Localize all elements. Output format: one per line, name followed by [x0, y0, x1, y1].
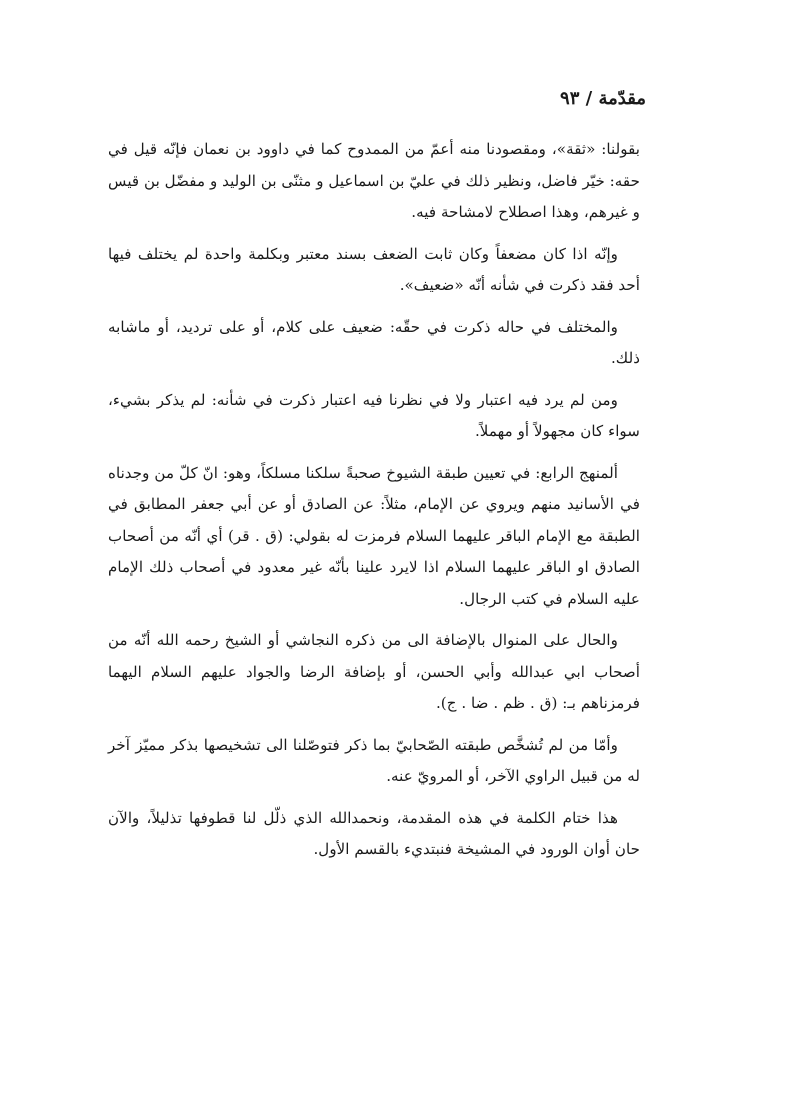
paragraph: ومن لم يرد فيه اعتبار ولا في نظرنا فيه اعتبار ذكرت في شأنه: لم يذكر بشيء، سواء كان مجهولاً أو مهملاً. — [108, 390, 640, 440]
paragraph: والمختلف في حاله ذكرت في حقّه: ضعيف على كلام، أو على ترديد، أو ماشابه ذلك. — [108, 317, 640, 367]
paragraph: بقولنا: «ثقة»، ومقصودنا منه أعمّ من الممدوح كما في داوود بن نعمان فإنّه قيل في حقه: خيّر فاضل، ونظير ذلك في عليّ بن اسماعيل و مثنّى بن الوليد و مفضّل بن قيس و غيرهم، وهذا اصطلاح لامشاحة فيه. — [107, 140, 640, 221]
page-body — [108, 134, 640, 876]
paragraph: وإنّه اذا كان مضعفاً وكان ثابت الضعف بسند معتبر وبكلمة واحدة لم يختلف فيها أحد فقد ذكرت في شأنه أنّه «ضعيف». — [108, 244, 640, 294]
paragraph: ألمنهج الرابع: في تعيين طبقة الشيوخ صحبةً سلكنا مسلكاً، وهو: انّ كلّ من وجدناه في الأسانيد منهم ويروي عن الإمام، مثلاً: عن الصادق أو عن أبي جعفر المطابق في الطبقة مع الإمام الباقر عليهما السلام فرمزت له بقولي: (ق . قر) أي أنّه من أصحاب الصادق او الباقر عليهما السلام اذا لايرد علينا بأنّه غير معدود في أصحاب ذلك الإمام عليه السلام في كتب الرجال. — [108, 463, 640, 608]
page-header: مقدّمة / ٩٣ — [560, 88, 646, 109]
paragraph: وأمّا من لم تُشخَّص طبقته الصّحابيّ بما ذكر فتوصّلنا الى تشخيصها بذكر مميّز آخر له من قبيل الراوي الآخر، أو المرويّ عنه. — [108, 735, 640, 785]
paragraph: والحال على المنوال بالإضافة الى من ذكره النجاشي أو الشيخ رحمه الله أنّه من أصحاب ابي عبدالله وأبي الحسن، أو بإضافة الرضا والجواد عليهم السلام اليهما فرمزناهم بـ: (ق . ظم . ضا . ج). — [108, 631, 640, 712]
paragraph: هذا ختام الكلمة في هذه المقدمة، ونحمدالله الذي ذلّل لنا قطوفها تذليلاً، والآن حان أوان الورود في المشيخة فنبتديء بالقسم الأول. — [108, 808, 640, 858]
